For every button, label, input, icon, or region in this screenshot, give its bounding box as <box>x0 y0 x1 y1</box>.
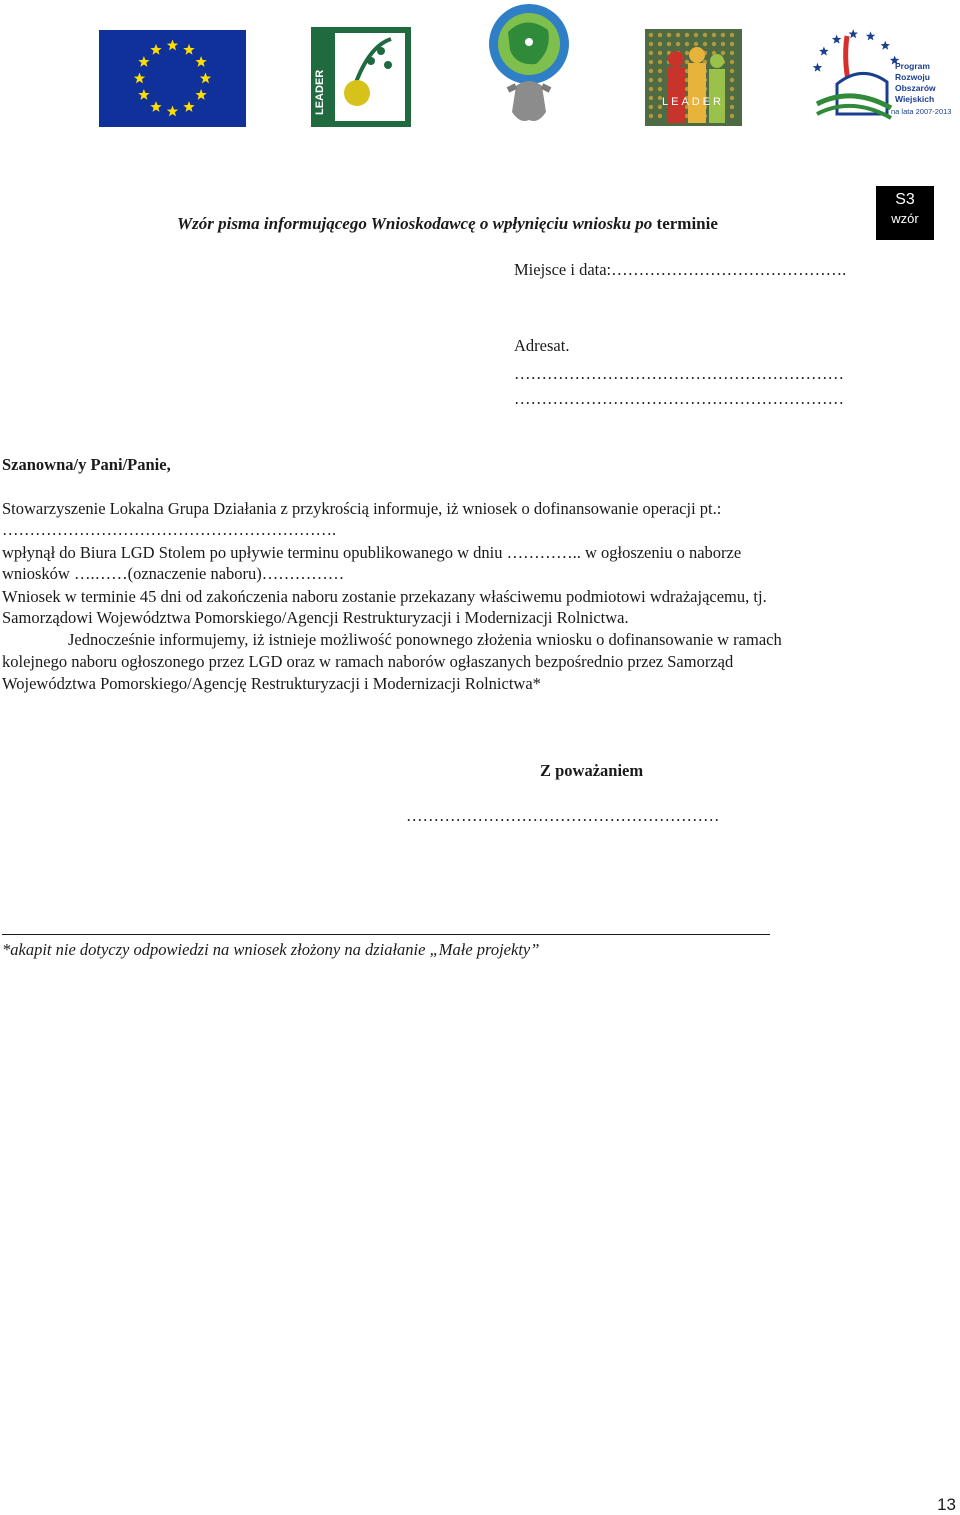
prow-star <box>866 31 876 40</box>
document-title <box>177 214 718 234</box>
pattern-dot <box>730 69 734 73</box>
pattern-dot <box>649 78 653 82</box>
pattern-dot <box>712 33 716 37</box>
pattern-dot <box>649 33 653 37</box>
prow-line-5: na lata 2007-2013 <box>891 107 952 116</box>
footnote: *akapit nie dotyczy odpowiedzi na wniosek złożony na działanie „Małe projekty” <box>2 940 540 959</box>
pattern-dot <box>721 51 725 55</box>
pattern-dot <box>676 42 680 46</box>
salutation: Szanowna/y Pani/Panie, <box>2 455 171 474</box>
leader-wordmark: LEADER <box>314 69 326 115</box>
paragraph-3-line-2: kolejnego naboru ogłoszonego przez LGD oraz w ramach naborów ogłaszanych bezpośrednio przez Samorząd <box>2 652 734 671</box>
leader-people-logo <box>645 29 742 131</box>
pattern-dot <box>667 42 671 46</box>
prow-logo <box>807 24 960 129</box>
prow-star <box>881 41 891 50</box>
paragraph-1-line-4: wniosków ….……(oznaczenie naboru)…………… <box>2 564 345 583</box>
prow-line-3: Obszarów <box>895 83 936 93</box>
closing: Z poważaniem <box>540 761 644 780</box>
pattern-dot <box>658 60 662 64</box>
paragraph-2-line-1 <box>2 586 916 608</box>
pattern-dot <box>658 51 662 55</box>
para1-l1-text: Stowarzyszenie Lokalna Grupa Działania z przykrością informuje, iż wniosek o dofinansowanie operacji pt.: <box>2 499 722 518</box>
leader-people-wordmark: LEADER <box>661 96 725 108</box>
pattern-dot <box>658 42 662 46</box>
pattern-dot <box>730 51 734 55</box>
pattern-dot <box>676 33 680 37</box>
pattern-dot <box>649 42 653 46</box>
pattern-dot <box>730 78 734 82</box>
addressee-line-1: …………………………………………………… <box>514 364 844 383</box>
prow-line-1: Program <box>895 61 930 71</box>
pattern-dot <box>649 69 653 73</box>
pattern-dot <box>730 60 734 64</box>
addressee-label: Adresat. <box>514 336 570 355</box>
pattern-dot <box>685 51 689 55</box>
eu-flag <box>99 30 246 132</box>
lgd-stolem-logo <box>486 2 572 131</box>
pattern-dot <box>649 87 653 91</box>
pattern-dot <box>658 87 662 91</box>
paragraph-3-line-3: Województwa Pomorskiego/Agencję Restrukturyzacji i Modernizacji Rolnictwa* <box>2 674 541 693</box>
pattern-dot <box>658 69 662 73</box>
pattern-dot <box>685 42 689 46</box>
pattern-dot <box>649 105 653 109</box>
pattern-dot <box>667 33 671 37</box>
pattern-dot <box>730 33 734 37</box>
pattern-dot <box>658 78 662 82</box>
pattern-dot <box>649 51 653 55</box>
template-badge <box>876 186 934 240</box>
page-number: 13 <box>937 1495 956 1514</box>
pattern-dot <box>694 33 698 37</box>
para2-l1-text: Wniosek w terminie 45 dni od zakończenia naboru zostanie przekazany właściwemu podmiotowi wdrażającemu, tj. <box>2 587 767 606</box>
pattern-dot <box>730 96 734 100</box>
pattern-dot <box>703 33 707 37</box>
pattern-dot <box>730 42 734 46</box>
paragraph-1-line-1 <box>2 498 916 520</box>
badge-label: wzór <box>891 211 919 226</box>
leader-logo <box>311 27 411 132</box>
pattern-dot <box>730 87 734 91</box>
pattern-dot <box>703 42 707 46</box>
pattern-dot <box>658 33 662 37</box>
paragraph-3-line-1: Jednocześnie informujemy, iż istnieje możliwość ponownego złożenia wniosku o dofinansowanie w ramach <box>68 630 782 649</box>
pattern-dot <box>721 42 725 46</box>
pattern-dot <box>721 33 725 37</box>
prow-star <box>813 63 823 72</box>
pattern-dot <box>649 60 653 64</box>
pattern-dot <box>694 42 698 46</box>
pattern-dot <box>658 114 662 118</box>
pattern-dot <box>649 114 653 118</box>
badge-code: S3 <box>895 191 915 208</box>
title-italic: Wzór pisma informującego Wnioskodawcę o wpłynięciu wniosku po <box>177 214 653 233</box>
signature-line: ………………………………………………… <box>406 806 720 825</box>
place-date: Miejsce i data:……………………………………. <box>514 260 847 279</box>
prow-star <box>819 47 829 56</box>
prow-star <box>849 29 859 38</box>
title-tail: terminie <box>656 214 718 233</box>
prow-line-2: Rozwoju <box>895 72 930 82</box>
pattern-dot <box>730 114 734 118</box>
paragraph-1-line-2: ……………………………………………………. <box>2 520 337 539</box>
paragraph-2-line-2: Samorządowi Województwa Pomorskiego/Agencji Restrukturyzacji i Modernizacji Rolnictwa. <box>2 608 629 627</box>
footnote-rule <box>2 934 770 935</box>
paragraph-1-line-3 <box>2 542 916 564</box>
pattern-dot <box>649 96 653 100</box>
para1-l3-text: wpłynął do Biura LGD Stolem po upływie terminu opublikowanego w dniu ………….. w ogłoszeniu o naborze <box>2 543 742 562</box>
prow-line-4: Wiejskich <box>895 94 935 104</box>
prow-star <box>832 35 842 44</box>
pattern-dot <box>712 42 716 46</box>
addressee-line-2: …………………………………………………… <box>514 389 844 408</box>
pattern-dot <box>685 33 689 37</box>
pattern-dot <box>730 105 734 109</box>
